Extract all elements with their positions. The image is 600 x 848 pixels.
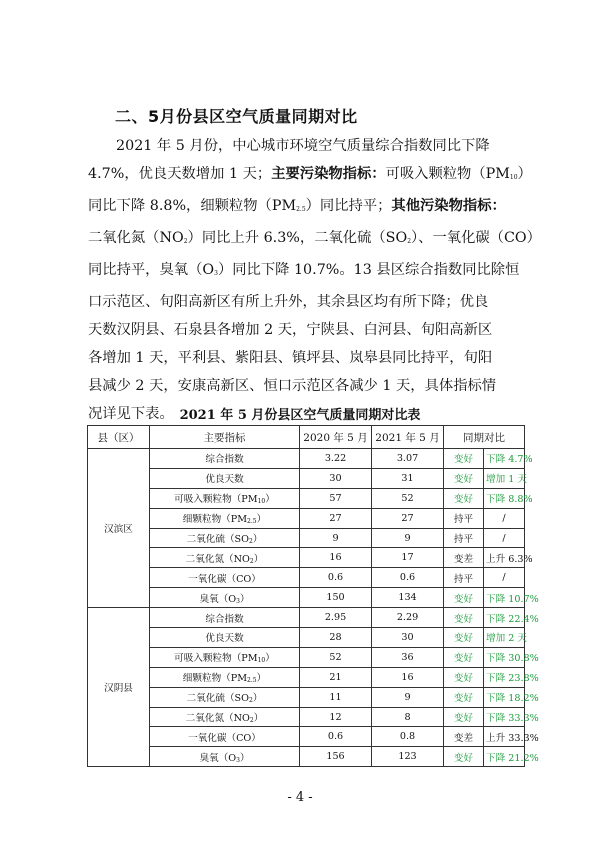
- indicator-cell: [150, 508, 300, 528]
- value-2020-cell: 12: [300, 707, 372, 727]
- status-cell: 变好: [444, 687, 484, 707]
- change-cell: 下降 10.7%: [484, 588, 525, 608]
- header-county: 县（区）: [88, 426, 150, 449]
- paragraph-line: [88, 344, 520, 372]
- value-2021-cell: 9: [372, 528, 444, 548]
- status-cell: 变好: [444, 449, 484, 469]
- paragraph-line: [88, 288, 520, 316]
- indicator-subscript: 2.5: [247, 677, 257, 685]
- indicator-tail: ）: [252, 534, 263, 545]
- indicator-cell: [150, 588, 300, 608]
- status-cell: 变好: [444, 628, 484, 648]
- text-run: 同比持平，臭氧（O: [88, 262, 215, 278]
- value-2021-cell: 36: [372, 647, 444, 667]
- bold-label: 其他污染物指标：: [391, 198, 506, 214]
- change-cell: 下降 33.3%: [484, 707, 525, 727]
- table-row: [88, 707, 525, 727]
- table-row: [88, 528, 525, 548]
- table-row: [88, 687, 525, 707]
- status-cell: 变好: [444, 468, 484, 488]
- text-run: ）、一氧化碳（CO）: [411, 230, 541, 246]
- value-2020-cell: 3.22: [300, 449, 372, 469]
- indicator-tail: ）: [265, 653, 275, 665]
- indicator-tail: ）: [256, 673, 267, 685]
- subscript: 2.5: [296, 206, 306, 213]
- indicator-tail: ）: [239, 752, 250, 764]
- text-run: 况详见下表。: [88, 406, 174, 422]
- table-row: [88, 667, 525, 687]
- change-cell: 下降 30.8%: [484, 647, 525, 667]
- indicator-label: 臭氧（O: [199, 752, 237, 764]
- table-row: [88, 628, 525, 648]
- indicator-label: 一氧化碳（CO）: [188, 732, 261, 744]
- text-run: 县减少 2 天，安康高新区、恒口示范区各减少 1 天，具体指标情: [88, 378, 497, 394]
- text-run: 可吸入颗粒物（PM: [385, 166, 510, 182]
- indicator-label: 综合指数: [205, 454, 244, 466]
- value-2021-cell: 52: [372, 488, 444, 508]
- subscript: 3: [214, 270, 218, 277]
- text-run: 4.7%，优良天数增加 1 天；: [88, 166, 272, 182]
- header-indicator: 主要指标: [150, 426, 300, 449]
- bold-label: 主要污染物指标：: [271, 166, 386, 182]
- change-cell: 下降 4.7%: [484, 449, 525, 469]
- table-row: [88, 588, 525, 608]
- indicator-subscript: 2: [248, 538, 253, 545]
- change-cell: /: [484, 568, 525, 588]
- indicator-cell: [150, 628, 300, 648]
- table-row: [88, 647, 525, 667]
- status-cell: 持平: [444, 508, 484, 528]
- text-run: 各增加 1 天，平利县、紫阳县、镇坪县、岚皋县同比持平，旬阳: [88, 350, 493, 366]
- indicator-subscript: 3: [236, 597, 240, 605]
- indicator-label: 综合指数: [205, 613, 244, 625]
- text-run: 口示范区、旬阳高新区有所上升外，其余县区均有所下降；优良: [88, 294, 489, 310]
- value-2020-cell: 30: [300, 468, 372, 488]
- table-row: [88, 747, 525, 767]
- county-cell: 汉滨区: [88, 449, 150, 608]
- text-run: 二氧化氮（NO: [88, 230, 184, 246]
- paragraph-line: [88, 256, 520, 288]
- status-cell: 变好: [444, 588, 484, 608]
- indicator-tail: ）: [239, 593, 250, 605]
- value-2021-cell: 9: [372, 687, 444, 707]
- indicator-tail: ）: [252, 693, 263, 705]
- section-heading: 二、5月份县区空气质量同期对比: [115, 107, 358, 126]
- status-cell: 变好: [444, 667, 484, 687]
- indicator-tail: ）: [256, 514, 267, 526]
- county-cell: 汉阴县: [88, 608, 150, 767]
- air-quality-table: [87, 425, 539, 767]
- indicator-label: 细颗粒物（PM: [182, 673, 248, 685]
- subscript: 2: [183, 238, 188, 245]
- table-row: [88, 449, 525, 469]
- indicator-label: 可吸入颗粒物（PM: [174, 494, 258, 506]
- value-2020-cell: 9: [300, 528, 372, 548]
- table-row: [88, 727, 525, 747]
- indicator-cell: [150, 468, 300, 488]
- indicator-subscript: 10: [257, 657, 266, 665]
- table-row: [88, 568, 525, 588]
- indicator-label: 细颗粒物（PM: [182, 514, 248, 526]
- table-row: [88, 508, 525, 528]
- indicator-subscript: 2.5: [247, 518, 257, 526]
- page-number: - 4 -: [287, 790, 313, 805]
- table-header-row: [88, 426, 525, 449]
- indicator-cell: [150, 528, 300, 548]
- indicator-cell: [150, 449, 300, 469]
- text-run: ）同比持平；: [305, 198, 392, 214]
- value-2020-cell: 16: [300, 548, 372, 568]
- indicator-label: 二氧化硫（SO: [186, 534, 249, 545]
- subscript: 10: [509, 174, 518, 181]
- indicator-cell: [150, 707, 300, 727]
- indicator-tail: ）: [253, 713, 264, 725]
- table-row: [88, 548, 525, 568]
- status-cell: 持平: [444, 568, 484, 588]
- change-cell: /: [484, 508, 525, 528]
- indicator-cell: [150, 747, 300, 767]
- table-row: [88, 608, 525, 628]
- indicator-tail: ）: [253, 553, 264, 565]
- value-2020-cell: 21: [300, 667, 372, 687]
- status-cell: 变好: [444, 707, 484, 727]
- value-2020-cell: 11: [300, 687, 372, 707]
- indicator-cell: [150, 667, 300, 687]
- paragraph-line: [88, 192, 520, 224]
- indicator-label: 优良天数: [205, 474, 244, 486]
- paragraph-line: [88, 316, 520, 344]
- text-run: 2021 年 5 月份，中心城市环境空气质量综合指数同比下降: [116, 138, 490, 154]
- indicator-subscript: 3: [236, 756, 240, 764]
- indicator-cell: [150, 687, 300, 707]
- change-cell: 下降 23.8%: [484, 667, 525, 687]
- value-2020-cell: 52: [300, 647, 372, 667]
- indicator-label: 二氧化硫（SO: [186, 693, 249, 705]
- text-run: 同比下降 8.8%，细颗粒物（PM: [88, 198, 297, 214]
- indicator-tail: ）: [265, 494, 275, 506]
- change-cell: 增加 1 天: [484, 468, 525, 488]
- value-2020-cell: 156: [300, 747, 372, 767]
- indicator-label: 一氧化碳（CO）: [188, 573, 261, 585]
- value-2021-cell: 123: [372, 747, 444, 767]
- indicator-label: 臭氧（O: [199, 593, 237, 605]
- status-cell: 变好: [444, 608, 484, 628]
- text-run: ）: [517, 166, 532, 182]
- indicator-label: 二氧化氮（NO: [185, 713, 250, 725]
- table-caption: 2021 年 5 月份县区空气质量同期对比表: [179, 408, 421, 423]
- indicator-cell: [150, 488, 300, 508]
- change-cell: 增加 2 天: [484, 628, 525, 648]
- paragraph-line: [88, 132, 520, 160]
- value-2020-cell: 0.6: [300, 727, 372, 747]
- indicator-subscript: 2: [248, 697, 253, 705]
- value-2021-cell: 27: [372, 508, 444, 528]
- header-comparison: 同期对比: [444, 426, 525, 449]
- value-2021-cell: 30: [372, 628, 444, 648]
- status-cell: 变好: [444, 747, 484, 767]
- value-2021-cell: 17: [372, 548, 444, 568]
- value-2020-cell: 0.6: [300, 568, 372, 588]
- body-paragraph: [88, 132, 541, 428]
- indicator-cell: [150, 608, 300, 628]
- status-cell: 变差: [444, 727, 484, 747]
- table-row: [88, 488, 525, 508]
- table-row: [88, 468, 525, 488]
- value-2021-cell: 134: [372, 588, 444, 608]
- indicator-cell: [150, 568, 300, 588]
- paragraph-line: [88, 224, 541, 256]
- change-cell: 上升 6.3%: [484, 548, 525, 568]
- change-cell: 下降 18.2%: [484, 687, 525, 707]
- change-cell: /: [484, 528, 525, 548]
- indicator-subscript: 10: [257, 498, 266, 506]
- value-2021-cell: 3.07: [372, 449, 444, 469]
- value-2020-cell: 57: [300, 488, 372, 508]
- value-2021-cell: 31: [372, 468, 444, 488]
- value-2021-cell: 8: [372, 707, 444, 727]
- change-cell: 上升 33.3%: [484, 727, 525, 747]
- subscript: 2: [407, 238, 412, 245]
- change-cell: 下降 21.2%: [484, 747, 525, 767]
- status-cell: 变差: [444, 548, 484, 568]
- header-2020: 2020 年 5 月: [300, 426, 372, 449]
- text-run: 天数汉阴县、石泉县各增加 2 天，宁陕县、白河县、旬阳高新区: [88, 322, 493, 338]
- status-cell: 变好: [444, 647, 484, 667]
- value-2021-cell: 2.29: [372, 608, 444, 628]
- indicator-subscript: 2: [249, 557, 254, 565]
- status-cell: 变好: [444, 488, 484, 508]
- indicator-cell: [150, 647, 300, 667]
- change-cell: 下降 22.4%: [484, 608, 525, 628]
- value-2021-cell: 0.6: [372, 568, 444, 588]
- text-run: ）同比上升 6.3%，二氧化硫（SO: [187, 230, 408, 246]
- status-cell: 持平: [444, 528, 484, 548]
- indicator-cell: [150, 727, 300, 747]
- indicator-subscript: 2: [249, 717, 254, 725]
- indicator-label: 可吸入颗粒物（PM: [174, 653, 258, 665]
- change-cell: 下降 8.8%: [484, 488, 525, 508]
- value-2021-cell: 0.8: [372, 727, 444, 747]
- value-2020-cell: 150: [300, 588, 372, 608]
- paragraph-line: [88, 372, 520, 400]
- text-run: ）同比下降 10.7%。13 县区综合指数同比除恒: [217, 262, 520, 278]
- value-2020-cell: 2.95: [300, 608, 372, 628]
- paragraph-line: [88, 160, 532, 192]
- value-2020-cell: 28: [300, 628, 372, 648]
- header-2021: 2021 年 5 月: [372, 426, 444, 449]
- value-2021-cell: 16: [372, 667, 444, 687]
- indicator-cell: [150, 548, 300, 568]
- value-2020-cell: 27: [300, 508, 372, 528]
- indicator-label: 优良天数: [205, 633, 244, 645]
- indicator-label: 二氧化氮（NO: [185, 553, 250, 565]
